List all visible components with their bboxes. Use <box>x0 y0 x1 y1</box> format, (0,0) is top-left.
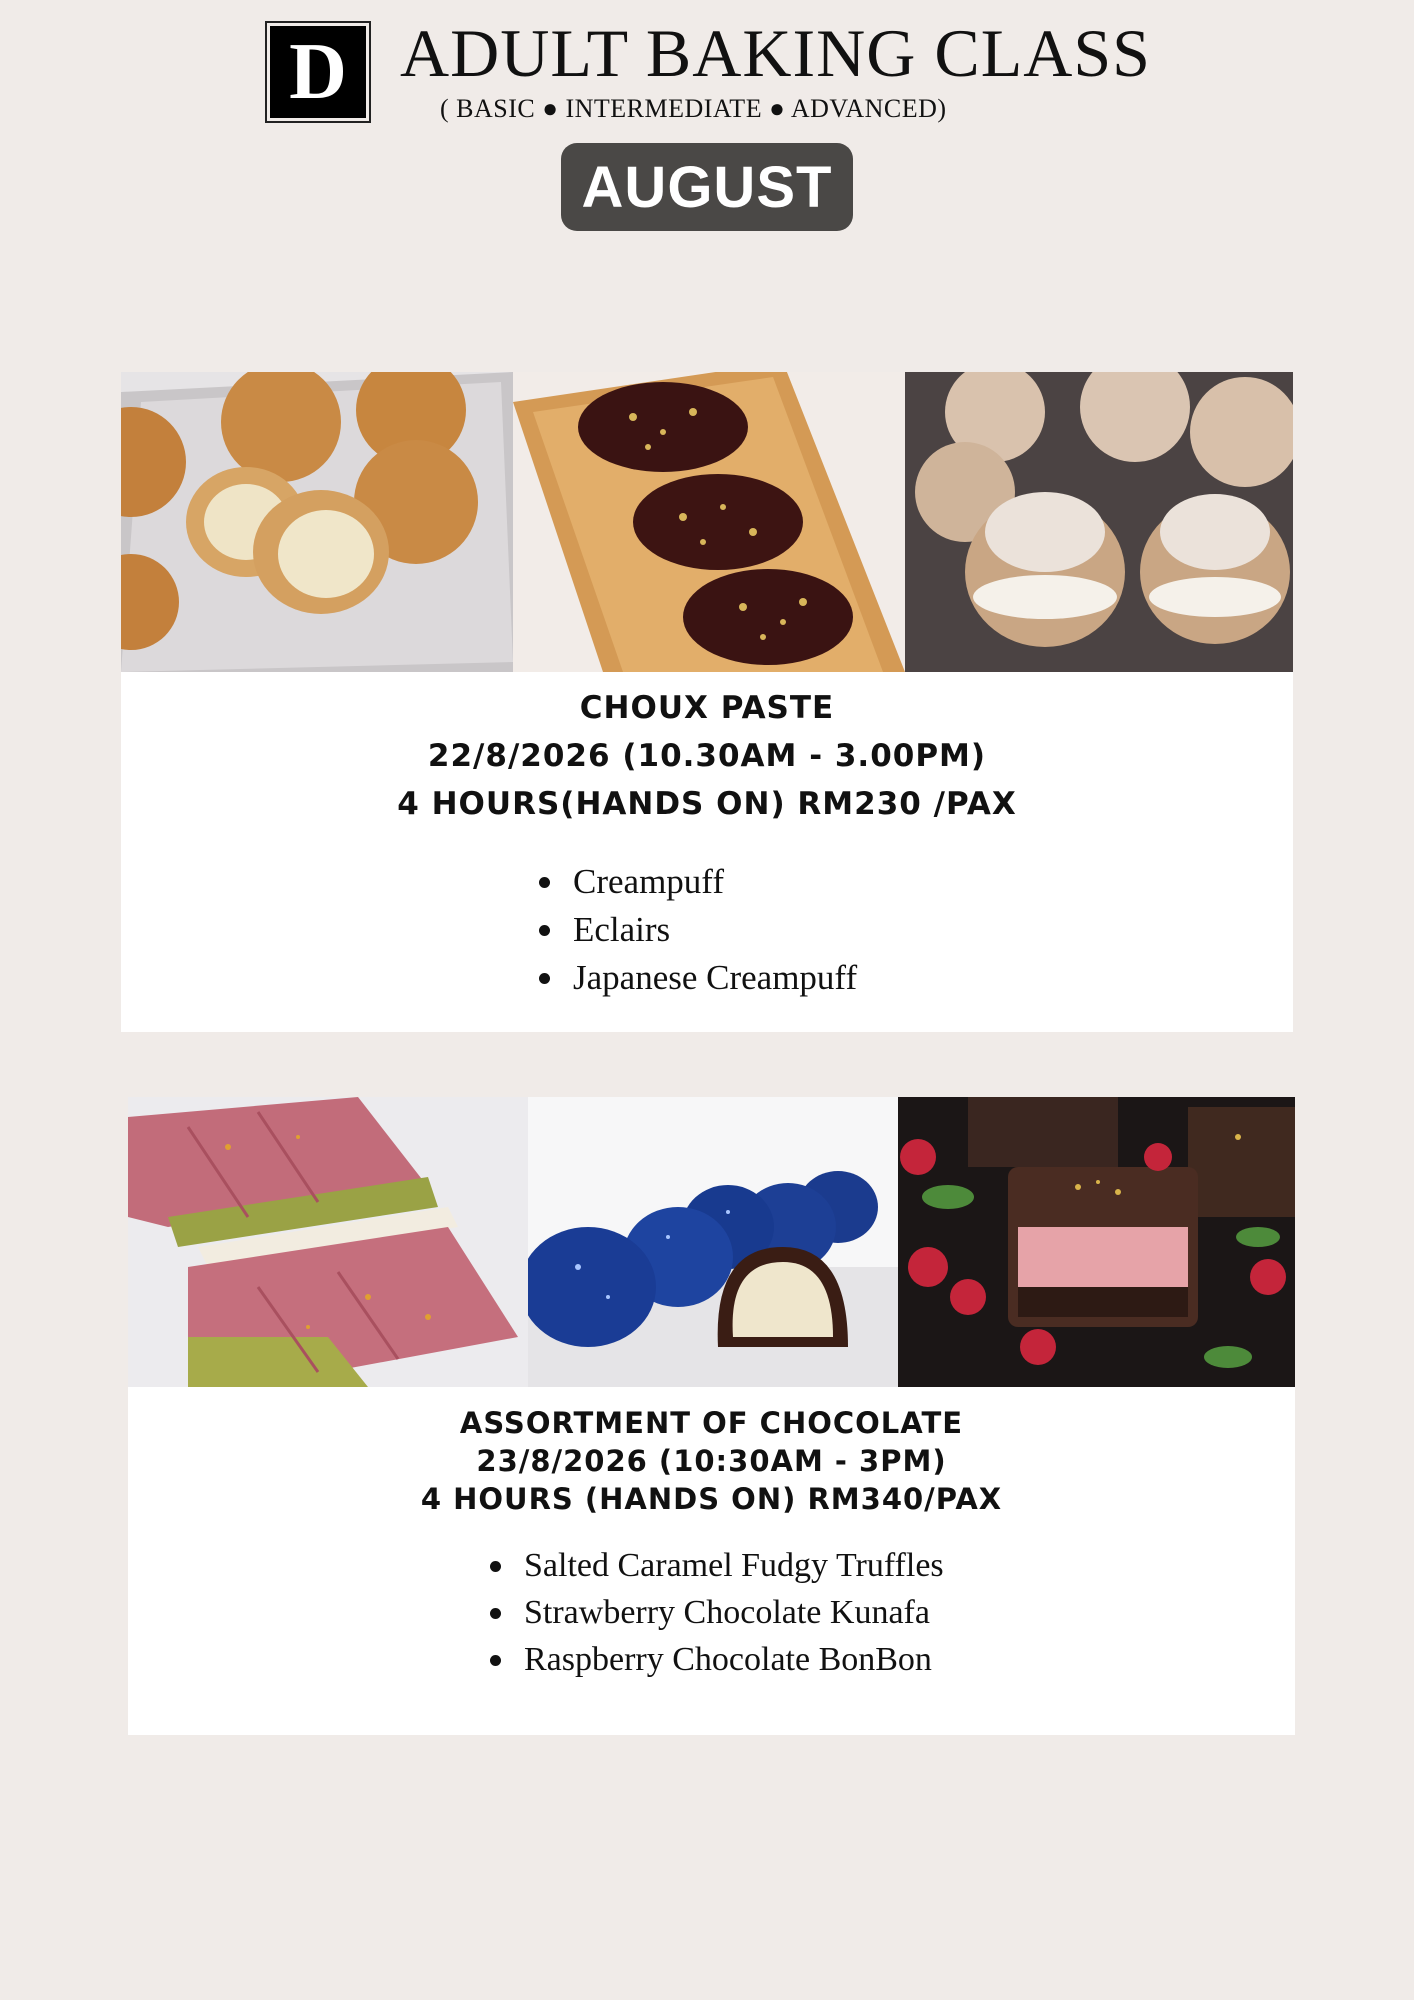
page-title: ADULT BAKING CLASS <box>400 15 1151 91</box>
list-item: Creampuff <box>535 858 857 906</box>
craquelin-choux-photo <box>121 372 513 672</box>
photo-strip <box>121 372 1293 672</box>
cream-puffs-photo <box>905 372 1293 672</box>
galaxy-bonbons-photo <box>528 1097 898 1387</box>
raspberry-chocolate-photo <box>898 1097 1295 1387</box>
class-menu-list <box>535 858 857 1002</box>
class-schedule: 22/8/2026 (10.30AM - 3.00PM) <box>427 738 987 774</box>
list-item: Salted Caramel Fudgy Truffles <box>486 1542 944 1589</box>
class-card-choux-paste <box>121 372 1293 1032</box>
class-details: 4 HOURS (HANDS ON) RM340/PAX <box>420 1482 1003 1516</box>
logo-letter: D <box>270 26 366 118</box>
class-card-chocolate <box>128 1097 1295 1735</box>
list-item: Raspberry Chocolate BonBon <box>486 1636 944 1683</box>
page-subtitle: ( BASIC ● INTERMEDIATE ● ADVANCED) <box>440 94 947 123</box>
chocolate-eclairs-photo <box>513 372 905 672</box>
class-details: 4 HOURS(HANDS ON) RM230 /PAX <box>397 786 1017 822</box>
photo-strip <box>128 1097 1295 1387</box>
class-schedule: 23/8/2026 (10:30AM - 3PM) <box>476 1444 947 1478</box>
class-name: CHOUX PASTE <box>579 690 835 726</box>
list-item: Eclairs <box>535 906 857 954</box>
month-badge: AUGUST <box>561 143 853 231</box>
logo <box>265 21 371 123</box>
list-item: Japanese Creampuff <box>535 954 857 1002</box>
list-item: Strawberry Chocolate Kunafa <box>486 1589 944 1636</box>
class-menu-list <box>486 1542 944 1683</box>
kunafa-chocolate-bar-photo <box>128 1097 528 1387</box>
class-name: ASSORTMENT OF CHOCOLATE <box>459 1406 964 1440</box>
